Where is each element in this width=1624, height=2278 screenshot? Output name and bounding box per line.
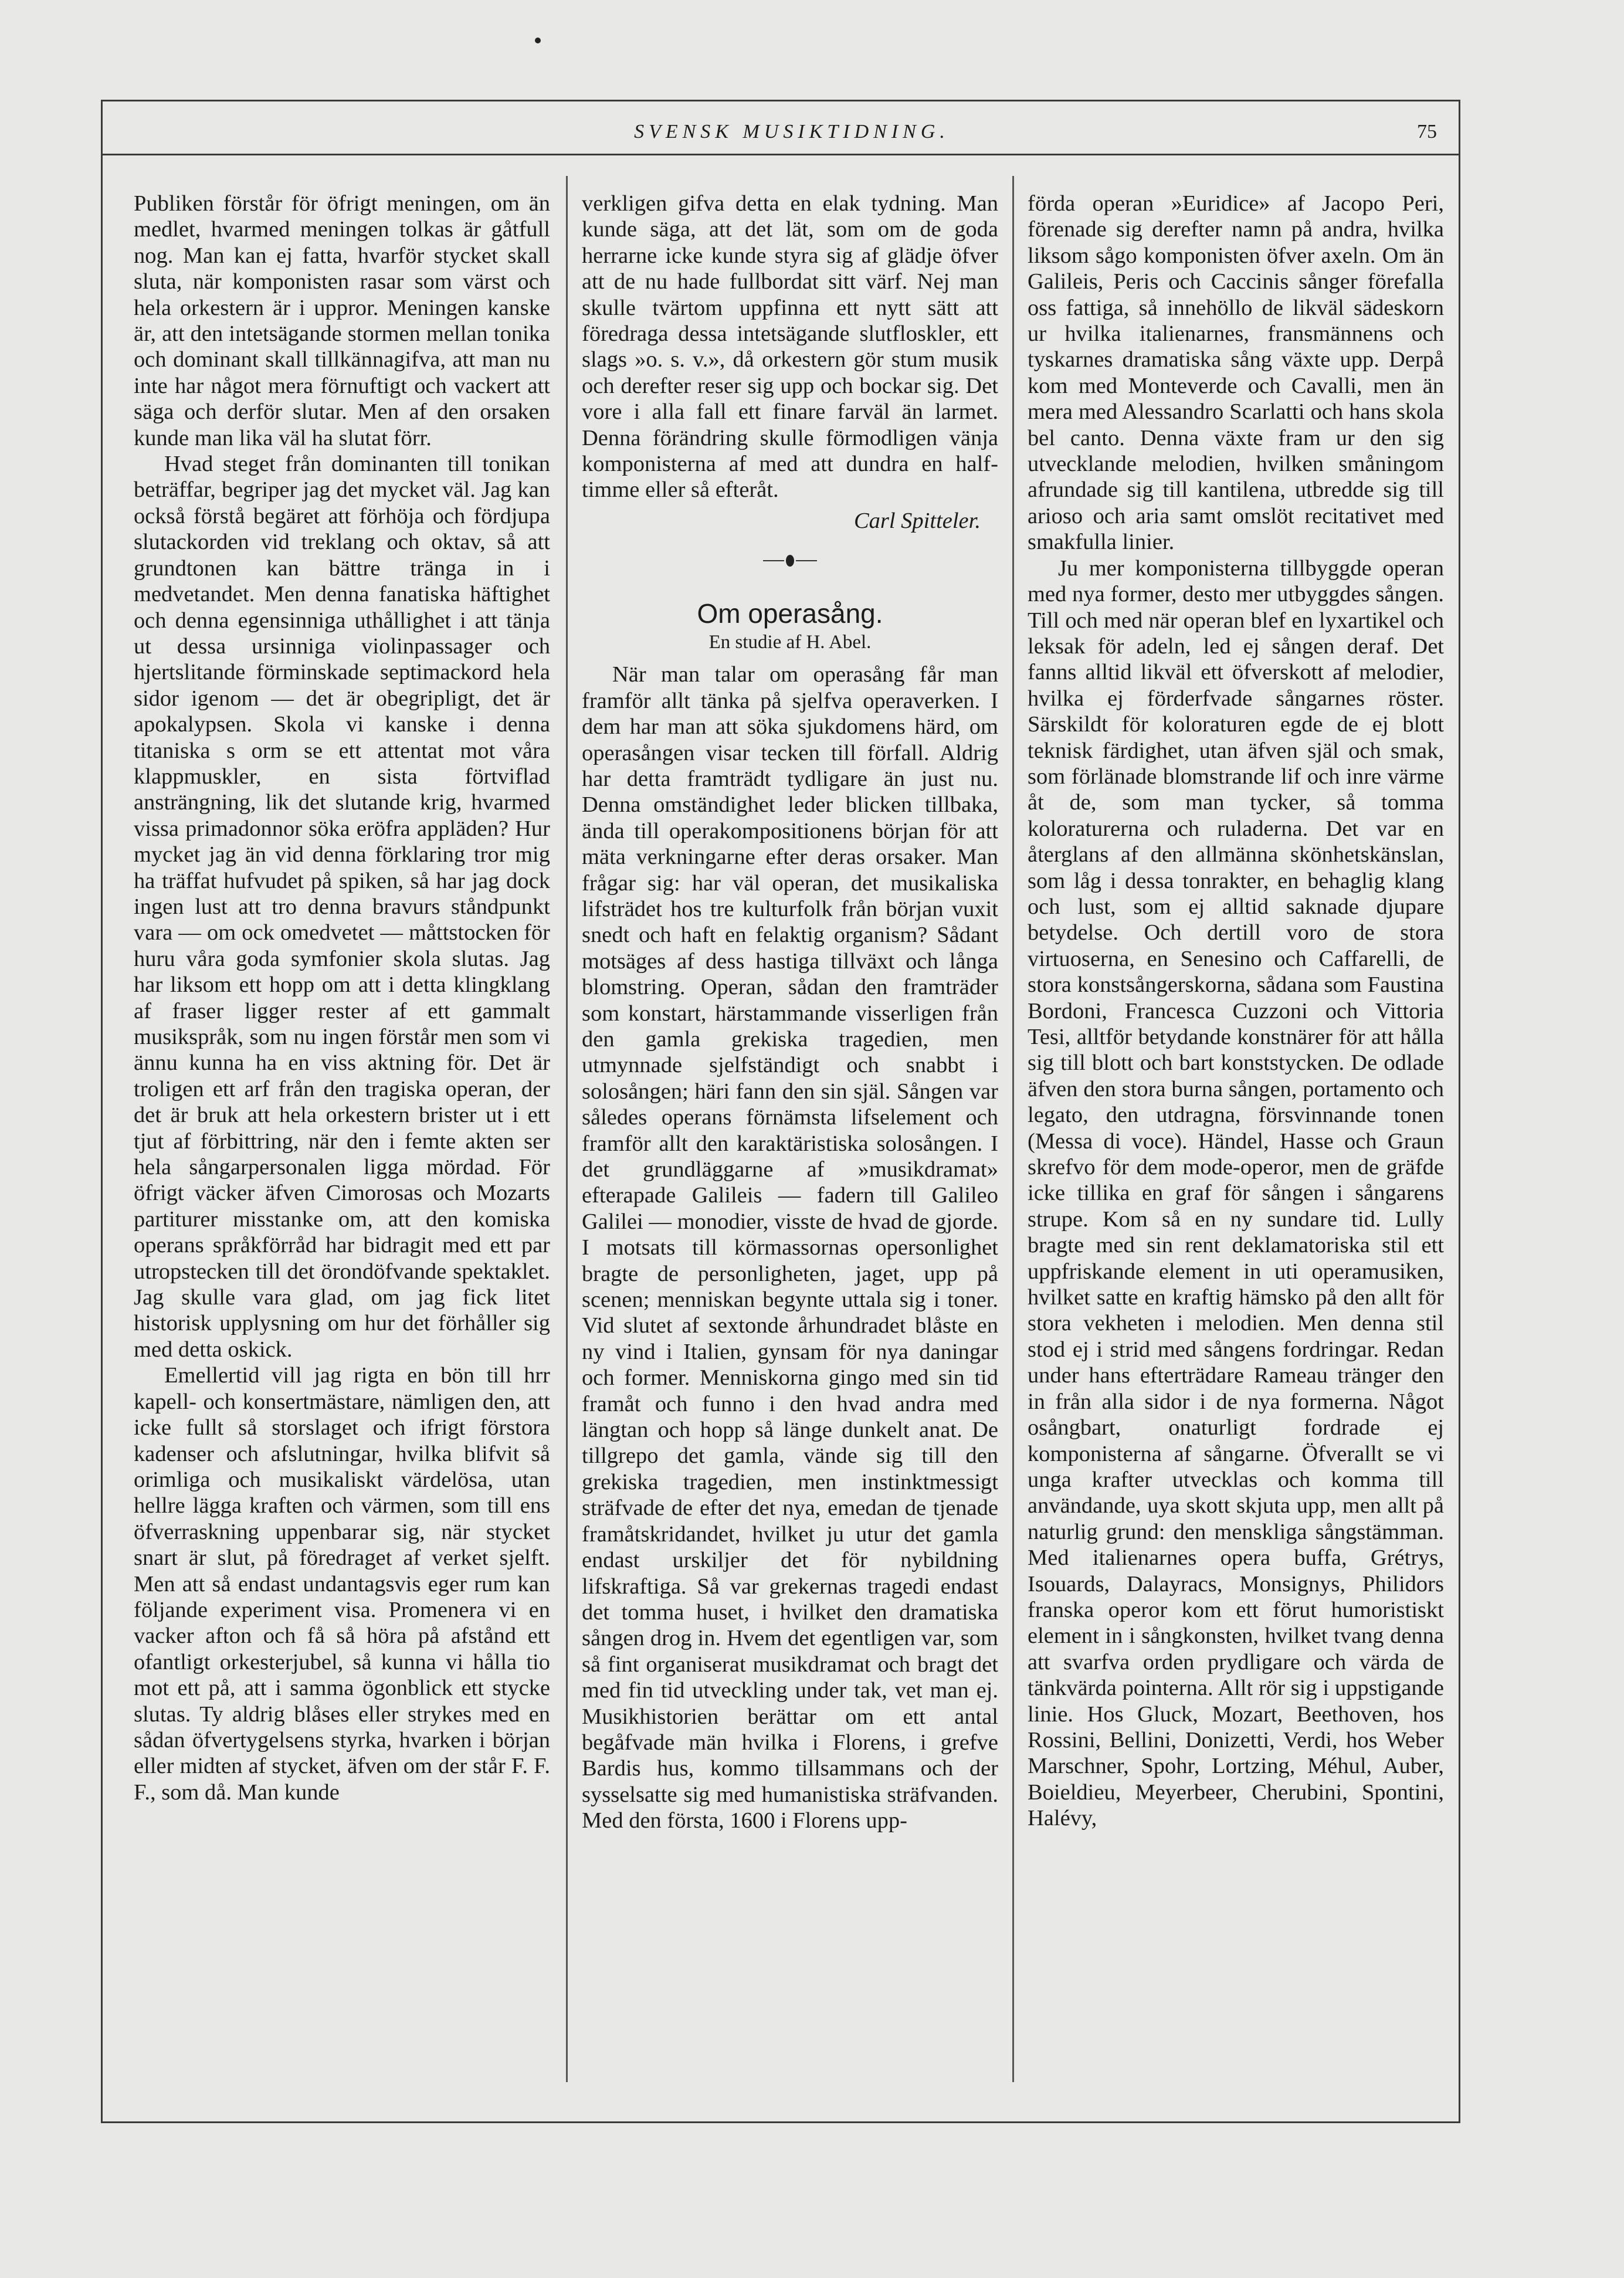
column-1 <box>134 191 550 1805</box>
paragraph: verkligen gifva detta en elak tydning. Man kunde säga, att det lät, som om de goda herrarne icke kunde styra sig af glädje öfver att de nu hade fullbordat sitt värf. Nej man skulle tvärtom uppfinna ett nytt sätt att föredraga dessa intetsägande slutfloskler, ett slags »o. s. v.», då orkestern gör stum musik och derefter reser sig upp och bockar sig. Det vore i alla fall ett finare farväl än larmet. Denna förändring skulle förmodligen vänja komponisterna af med att dundra en halftimme eller så efteråt. <box>582 191 998 503</box>
column-3 <box>1028 191 1444 1832</box>
article-title: Om operasång. <box>697 598 883 629</box>
paragraph: Publiken förstår för öfrigt meningen, om än medlet, hvarmed meningen tolkas är gåtfull nog. Man kan ej fatta, hvarför stycket skall sluta, när komponisten rasar som värst och hela orkestern är i uppror. Meningen kanske är, att den intetsägande stormen mellan tonika och dominant skall tillkännagifva, att man nu inte har något mera förnuftigt och vackert att säga och derför slutar. Men af den orsaken kunde man lika väl ha slutat förr. <box>134 191 550 450</box>
column-rule-1 <box>566 176 568 2082</box>
paragraph: Emellertid vill jag rigta en bön till hrr kapell- och konsertmästare, nämligen den, att icke fullt så storslaget och ifrigt förstora kadenser och afslutningar, hvilka blifvit så orimliga och musikaliskt värdelösa, utan hellre lägga kraften och värmen, som till ens öfverraskning uppenbarar sig, när stycket snart är slut, på föredraget af verket sjelft. Men att så endast undantagsvis eger rum kan följande experiment visa. Promenera vi en vacker afton och få så höra på afstånd ett ofantligt orkesterjubel, så kunna vi hålla tio mot ett på, att i samma ögonblick ett stycke slutas. Ty aldrig blåses eller strykes med en sådan öfvertygelsens styrka, hvarken i början eller midten af stycket, äfven om der står F. F. F., som då. Man kunde <box>134 1363 550 1805</box>
paragraph: förda operan »Euridice» af Jacopo Peri, förenade sig derefter namn på andra, hvilka liksom sågo komponisten öfver axeln. Om än Galileis, Peris och Caccinis sånger förefalla oss fattiga, så innehöllo de likväl sädeskorn ur hvilka italienarnes, fransmännens och tyskarnes dramatiska sång växte upp. Derpå kom med Monteverde och Cavalli, men än mera med Alessandro Scarlatti och hans skola bel canto. Denna växte fram ur den sig utvecklande melodien, hvilken småningom afrundade sig till kantilena, utbredde sig till arioso och aria samt omslöt recitativet med smakfulla linier. <box>1028 191 1444 555</box>
ink-speck <box>535 38 541 43</box>
column-2 <box>582 191 998 1834</box>
paragraph: När man talar om operasång får man framför allt tänka på sjelfva operaverken. I dem har man att söka sjukdomens härd, om operasången visar tecken till förfall. Aldrig har detta framträdt tydligare än just nu. Denna omständighet leder blicken tillbaka, ända till operakompositionens början för att mäta verkningarne efter deras orsaker. Man frågar sig: har väl operan, det musikaliska lifsträdet hos tre kulturfolk från början vuxit snedt och haft en felaktig organism? Sådant motsäges af dess hastiga tillväxt och långa blomstring. Operan, sådan den framträder som konstart, härstammande visserligen från den gamla grekiska tragedien, men utmynnade sjelfständigt och snabbt i solosången; häri fann den sin själ. Sången var således operans förnämsta lifselement och framför allt den karaktäristiska solosången. I det grundläggarne af »musikdramat» efterapade Galileis — fadern till Galileo Galilei — monodier, visste de hvad de gjorde. I motsats till körmassornas opersonlighet bragte de personligheten, jaget, upp på scenen; menniskan begynte uttala sig i toner. Vid slutet af sextonde århundradet blåste en ny vind i Italien, gynsam för nya daningar och former. Menniskorna gingo med sin tid framåt och funno i den hvad andra med längtan och hopp så länge dunkelt anat. De tillgrepo det gamla, vände sig till den grekiska tragedien, men instinktmessigt sträfvade de efter det nya, emedan de tjenade framåtskridandet, hvilket ju utur det gamla endast urskiljer det för nybildning lifskraftiga. Så var grekernas tragedi endast det tomma huset, i hvilket den dramatiska sången drog in. Hvem det egentligen var, som så fint organiserat musikdramat och bragt det med fin tid utveckling under tak, vet man ej. Musikhistorien berättar om ett antal begåfvade män hvilka i Florens, i grefve Bardis hus, kommo tillsammans och der sysselsatte sig med humanistiska sträfvanden. Med den första, 1600 i Florens upp- <box>582 662 998 1833</box>
author-signature: Carl Spitteler. <box>853 508 981 533</box>
section-separator <box>582 548 998 574</box>
ornament-divider-icon <box>761 554 819 568</box>
article-subtitle: En studie af H. Abel. <box>708 632 872 653</box>
header-rule <box>101 154 1460 155</box>
column-rule-2 <box>1012 176 1014 2082</box>
paragraph: Hvad steget från dominanten till tonikan beträffar, begriper jag det mycket väl. Jag kan också förstå begäret att förhöja och fördjupa slutackorden vid treklang och oktav, så att grundtonen kan bättre tränga in i medvetandet. Men denna fanatiska häftighet och denna egensinniga uthållighet i att tänja ut dessa ursinniga violinpassager och hjertslitande förminskade septimackord hela sidor igenom — det är obegripligt, det är apokalypsen. Skola vi kanske i denna titaniska s orm se ett attentat mot våra klappmuskler, en sista förtviflad ansträngning, lik det slutande krig, hvarmed vissa primadonnor söka eröfra appläden? Hur mycket jag än vid denna förklaring tror mig ha träffat hufvudet på spiken, så har jag dock ingen lust att tro denna bravurs ståndpunkt vara — om ock omedvetet — måttstocken för huru våra goda symfonier skola slutas. Jag har liksom ett hopp om att i detta klingklang af fraser ligger rester af ett gammalt musikspråk, som nu ingen förstår men som vi ännu kunna ha en viss aktning för. Det är troligen ett arf från den tragiska operan, der det är bruk att hela orkestern brister ut i ett tjut af förbittring, när den i femte akten ser hela sångarpersonalen ligga mördad. För öfrigt väcker äfven Cimorosas och Mozarts partiturer misstanke om, att den komiska operans språkförråd har bidragit med ett par utropstecken till det örondöfvande spektaklet. Jag skulle vara glad, om jag fick litet historisk upplysning om hur det förhåller sig med detta oskick. <box>134 452 550 1362</box>
page-number: 75 <box>1417 121 1437 143</box>
running-title: SVENSK MUSIKTIDNING. <box>634 121 950 143</box>
paragraph: Ju mer komponisterna tillbyggde operan med nya former, desto mer utbyggdes sången. Till och med när operan blef en lyxartikel och leksak för adeln, led ej sången deraf. Det fanns alltid likväl ett öfverskott af melodier, hvilka ej förderfvade sångarnes röster. Särskildt för koloraturen egde de ej blott teknisk färdighet, utan äfven själ och smak, som förlänade blomstrande lif och inre värme åt de, som man tycker, så tomma koloraturerna och ruladerna. Det var en återglans af den allmänna skönhetskänslan, som låg i dessa tonrakter, en behaglig klang och lust, som ej alltid saknade djupare betydelse. Och dertill voro de stora virtuoserna, en Senesino och Caffarelli, de stora konstsångerskorna, sådana som Faustina Bordoni, Francesca Cuzzoni och Vittoria Tesi, alltför betydande konstnärer för att hålla sig till blott och bart konststycken. De odlade äfven den stora burna sången, portamento och legato, den utdragna, försvinnande tonen (Messa di voce). Händel, Hasse och Graun skrefvo för dem mode-operor, men de gräfde icke tillika en graf för sången i sångarens strupe. Kom så en ny sundare tid. Lully bragte med sin rent deklamatoriska stil ett uppfriskande element in uti operamusiken, hvilket satte en kraftig hämsko på den allt för stora vekheten i melodien. Men denna stil stod ej i strid med sångens fordringar. Redan under hans efterträdare Rameau tränger den in från alla sidor i de nya formerna. Något osångbart, onaturligt fordrade ej komponisterna af sångarne. Öfverallt se vi unga krafter utvecklas och komma till användande, uya skott skjuta upp, men allt på naturlig grund: den menskliga sångstämman. Med italienarnes opera buffa, Grétrys, Isouards, Dalayracs, Monsignys, Philidors franska operor kom ett förut humoristiskt element in i sångkonsten, hvilket tvang denna att svarfva orden prydligare och värda de tänkvärda pointerna. Allt rör sig i uppstigande linie. Hos Gluck, Mozart, Beethoven, hos Rossini, Bellini, Donizetti, Verdi, hos Weber Marschner, Spohr, Lortzing, Méhul, Auber, Boieldieu, Meyerbeer, Cherubini, Spontini, Halévy, <box>1028 555 1444 1831</box>
